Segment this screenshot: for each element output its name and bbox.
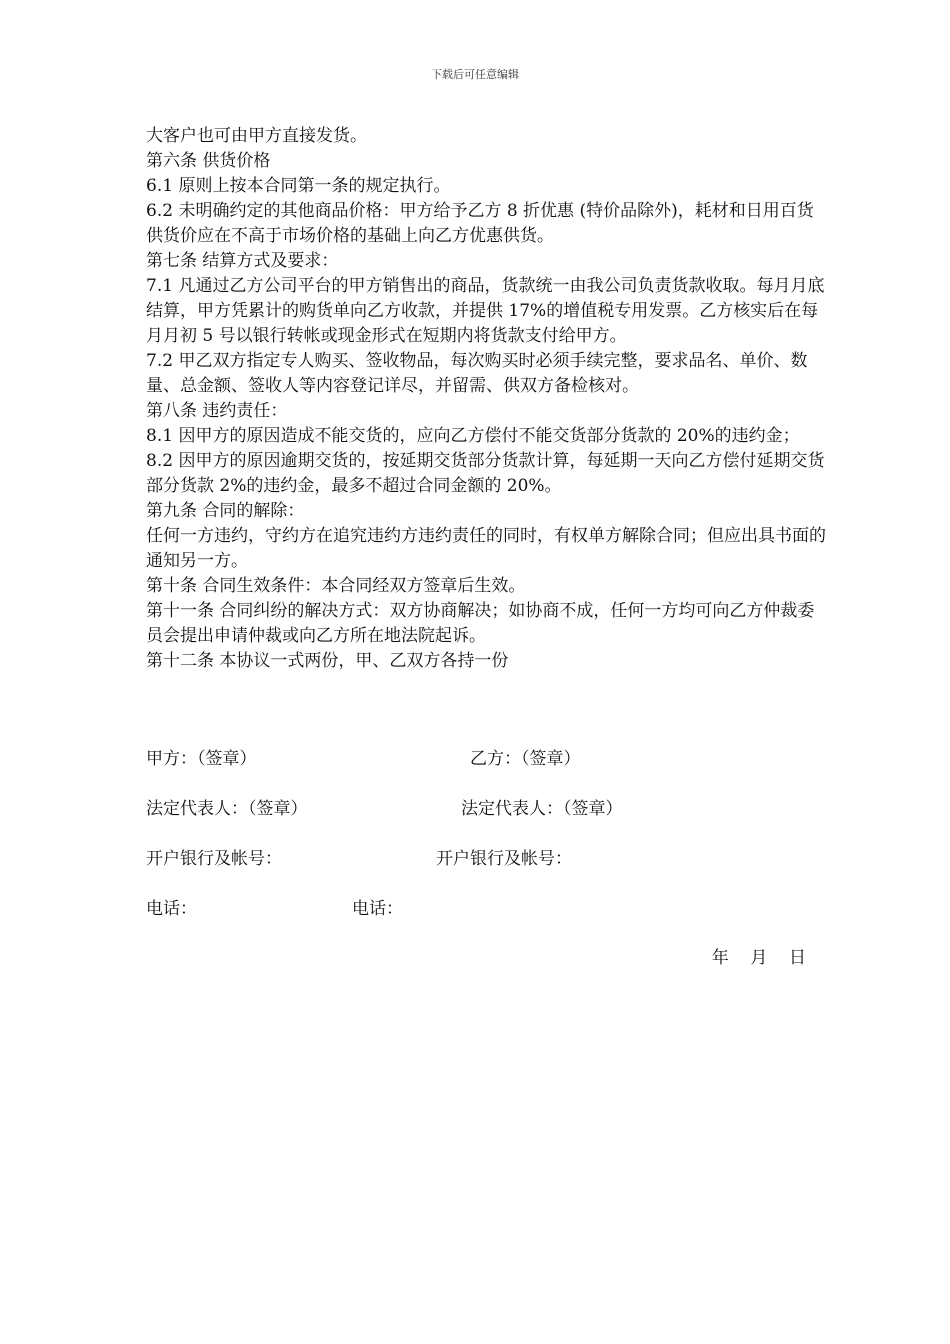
paragraph: 7.1 凡通过乙方公司平台的甲方销售出的商品，货款统一由我公司负责货款收取。每月月底结算，甲方凭累计的购货单向乙方收款，并提供 17%的增值税专用发票。乙方核实后在每月月初 5 号以银行转帐或现金形式在短期内将货款支付给甲方。	[146, 276, 825, 346]
paragraph: 8.2 因甲方的原因逾期交货的，按延期交货部分货款计算，每延期一天向乙方偿付延期交货部分货款 2%的违约金，最多不超过合同金额的 20%。	[146, 451, 825, 496]
page-header: 下载后可任意编辑	[431, 68, 519, 81]
signing-date: 年 月 日	[711, 948, 806, 968]
party-b-bank-account: 开户银行及帐号：	[436, 849, 572, 869]
paragraph: 6.1 原则上按本合同第一条的规定执行。	[146, 176, 451, 196]
section-heading-7: 第七条 结算方式及要求：	[146, 251, 339, 271]
contract-body	[146, 124, 826, 674]
party-a-phone: 电话：	[146, 899, 197, 919]
party-b-phone: 电话：	[352, 899, 403, 919]
paragraph: 8.1 因甲方的原因造成不能交货的，应向乙方偿付不能交货部分货款的 20%的违约金；	[146, 426, 800, 446]
paragraph: 任何一方违约，守约方在追究违约方违约责任的同时，有权单方解除合同；但应出具书面的通知另一方。	[146, 526, 826, 571]
party-b-representative: 法定代表人：（签章）	[461, 799, 623, 819]
paragraph: 7.2 甲乙双方指定专人购买、签收物品，每次购买时必须手续完整，要求品名、单价、数量、总金额、签收人等内容登记详尽，并留需、供双方备检核对。	[146, 351, 808, 396]
section-heading-12: 第十二条 本协议一式两份，甲、乙双方各持一份	[146, 651, 509, 671]
section-heading-11: 第十一条 合同纠纷的解决方式：双方协商解决；如协商不成，任何一方均可向乙方仲裁委员会提出申请仲裁或向乙方所在地法院起诉。	[146, 601, 815, 646]
section-heading-10: 第十条 合同生效条件：本合同经双方签章后生效。	[146, 576, 526, 596]
paragraph: 6.2 未明确约定的其他商品价格：甲方给予乙方 8 折优惠 (特价品除外)，耗材和日用百货供货价应在不高于市场价格的基础上向乙方优惠供货。	[146, 201, 814, 246]
party-a-bank-account: 开户银行及帐号：	[146, 849, 282, 869]
party-a-representative: 法定代表人：（签章）	[146, 799, 308, 819]
party-b-seal: 乙方：（签章）	[470, 749, 581, 769]
paragraph: 大客户也可由甲方直接发货。	[146, 126, 367, 146]
section-heading-8: 第八条 违约责任：	[146, 401, 288, 421]
party-a-seal: 甲方：（签章）	[146, 749, 257, 769]
section-heading-9: 第九条 合同的解除：	[146, 501, 305, 521]
section-heading-6: 第六条 供货价格	[146, 151, 271, 171]
